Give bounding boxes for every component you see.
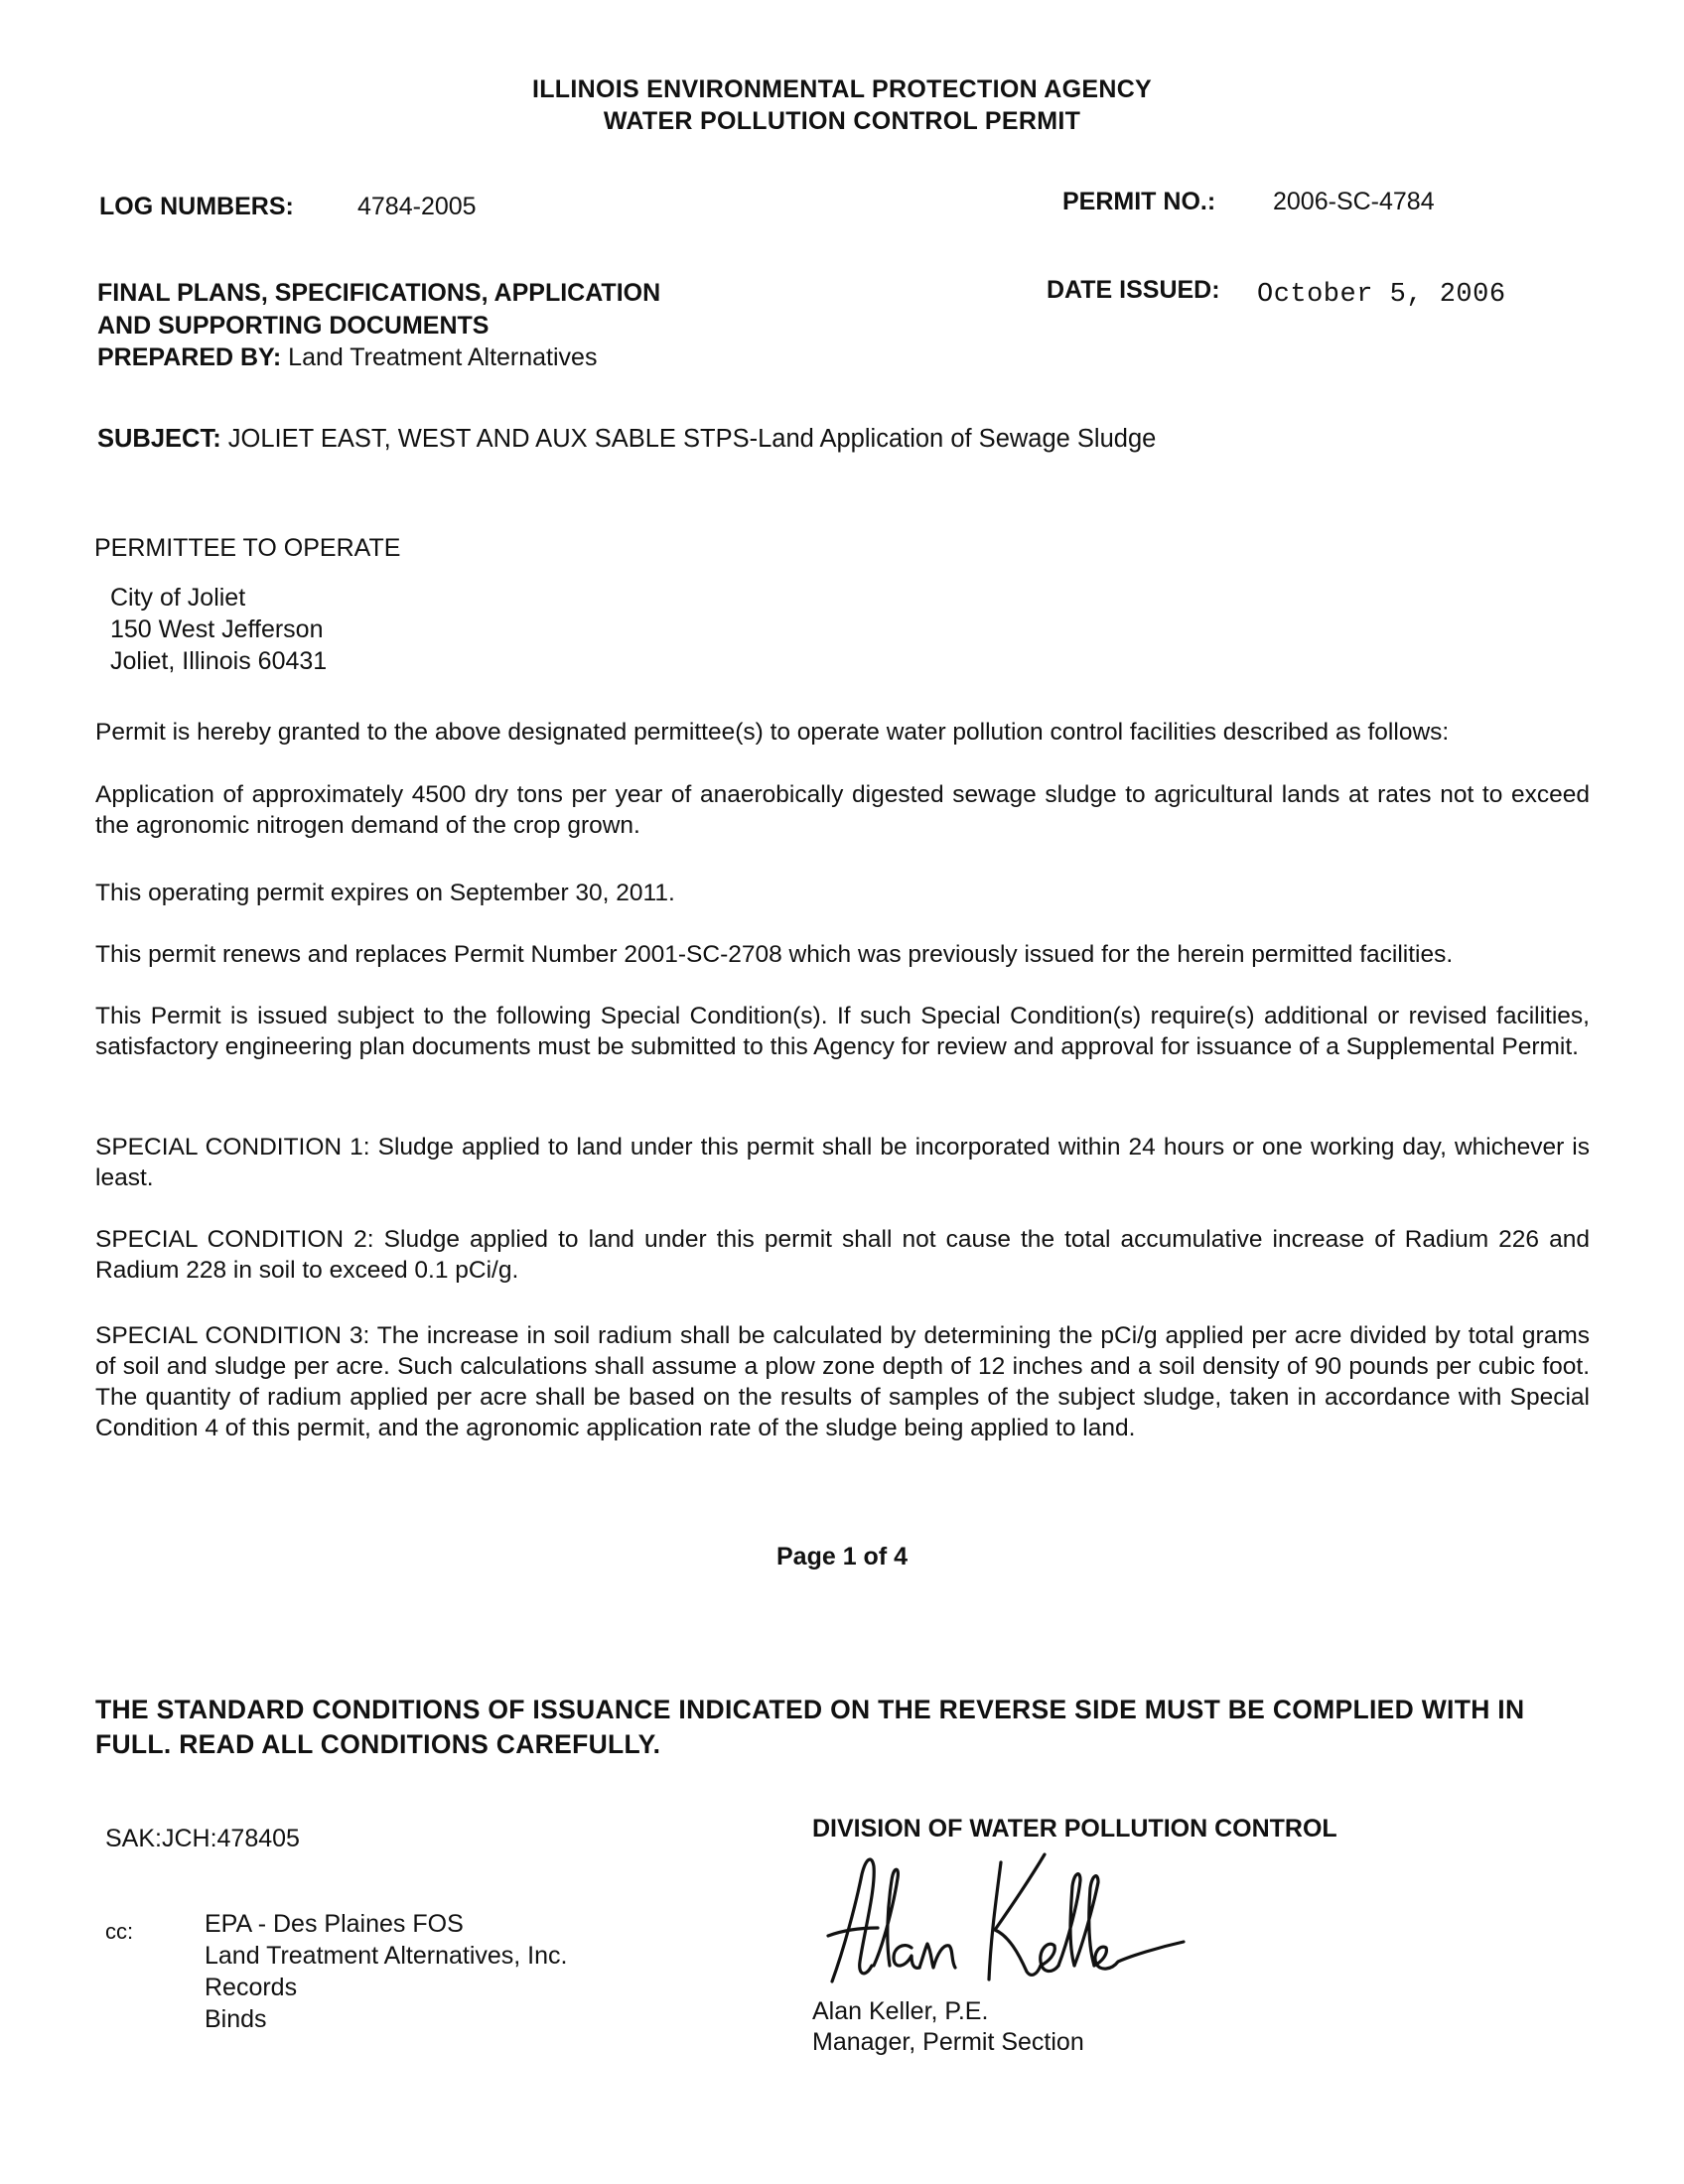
handwritten-signature — [814, 1844, 1192, 1993]
cc-recipient: Records — [205, 1974, 298, 2001]
application-paragraph: Application of approximately 4500 dry tons per year of anaerobically digested sewage sludge to agricultural lands at rates not to exceed the agronomic nitrogen demand of the crop grown. — [95, 781, 1590, 839]
signatory-name: Alan Keller, P.E. — [812, 1997, 989, 2025]
prepared-by-label: PREPARED BY: — [97, 343, 282, 371]
special-condition-3: SPECIAL CONDITION 3: The increase in soil radium shall be calculated by determining the pCi/g applied per acre divided by total grams of soil and sludge per acre. Such calculations shall assume a plow zone depth of 12 inches and a soil density of 90 pounds per cubic foot. The quantity of radium applied per acre shall be based on the results of samples of the subject sludge, taken in accordance with Special Condition 4 of this permit, and the agronomic application rate of the sludge being applied to land. — [95, 1322, 1590, 1441]
permittee-address — [110, 582, 327, 677]
permittee-street: 150 West Jefferson — [110, 615, 324, 643]
documents-line-1: FINAL PLANS, SPECIFICATIONS, APPLICATION — [97, 279, 661, 307]
expiration-paragraph: This operating permit expires on September 30, 2011. — [95, 880, 675, 906]
date-issued-label: DATE ISSUED: — [1047, 276, 1220, 304]
cc-recipient: EPA - Des Plaines FOS — [205, 1910, 464, 1938]
permittee-heading: PERMITTEE TO OPERATE — [94, 534, 401, 562]
page-indicator: Page 1 of 4 — [776, 1543, 908, 1570]
subject — [97, 425, 1156, 454]
division-name: DIVISION OF WATER POLLUTION CONTROL — [812, 1815, 1337, 1843]
agency-title: ILLINOIS ENVIRONMENTAL PROTECTION AGENCY — [531, 75, 1153, 103]
special-condition-2: SPECIAL CONDITION 2: Sludge applied to land under this permit shall not cause the total accumulative increase of Radium 226 and Radium 228 in soil to exceed 0.1 pCi/g. — [95, 1226, 1590, 1284]
subject-value: JOLIET EAST, WEST AND AUX SABLE STPS-Land Application of Sewage Sludge — [227, 425, 1157, 453]
permit-type-title: WATER POLLUTION CONTROL PERMIT — [603, 107, 1081, 135]
subject-label: SUBJECT: — [97, 425, 221, 453]
special-conditions-intro: This Permit is issued subject to the following Special Condition(s). If such Special Condition(s) require(s) additional or revised facilities, satisfactory engineering plan documents must be submitted to this Agency for review and approval for issuance of a Supplemental Permit. — [95, 1003, 1590, 1060]
permit-no-label: PERMIT NO.: — [1062, 188, 1216, 215]
permittee-city: Joliet, Illinois 60431 — [110, 647, 328, 675]
permit-no-value: 2006-SC-4784 — [1273, 188, 1435, 215]
log-numbers-label: LOG NUMBERS: — [99, 193, 294, 220]
cc-recipients — [205, 1908, 567, 2035]
prepared-by-value: Land Treatment Alternatives — [288, 343, 598, 371]
signatory-title: Manager, Permit Section — [812, 2028, 1084, 2056]
reference-code: SAK:JCH:478405 — [105, 1825, 300, 1852]
signature — [814, 1844, 1192, 1993]
permittee-name: City of Joliet — [110, 584, 246, 612]
grant-paragraph: Permit is hereby granted to the above designated permittee(s) to operate water pollution control facilities described as follows: — [95, 719, 1450, 746]
renewal-paragraph: This permit renews and replaces Permit Number 2001-SC-2708 which was previously issued for the herein permitted facilities. — [95, 941, 1454, 968]
prepared-by — [97, 343, 597, 372]
date-issued-value: October 5, 2006 — [1257, 280, 1506, 310]
standard-conditions-notice: THE STANDARD CONDITIONS OF ISSUANCE INDICATED ON THE REVERSE SIDE MUST BE COMPLIED WITH IN FULL. READ ALL CONDITIONS CAREFULLY. — [95, 1695, 1525, 1759]
cc-recipient: Land Treatment Alternatives, Inc. — [205, 1942, 568, 1970]
cc-recipient: Binds — [205, 2005, 267, 2033]
cc-label: cc: — [105, 1919, 134, 1944]
log-numbers-value: 4784-2005 — [357, 193, 477, 220]
documents-line-2: AND SUPPORTING DOCUMENTS — [97, 312, 490, 340]
special-condition-1: SPECIAL CONDITION 1: Sludge applied to land under this permit shall be incorporated within 24 hours or one working day, whichever is least. — [95, 1134, 1590, 1191]
